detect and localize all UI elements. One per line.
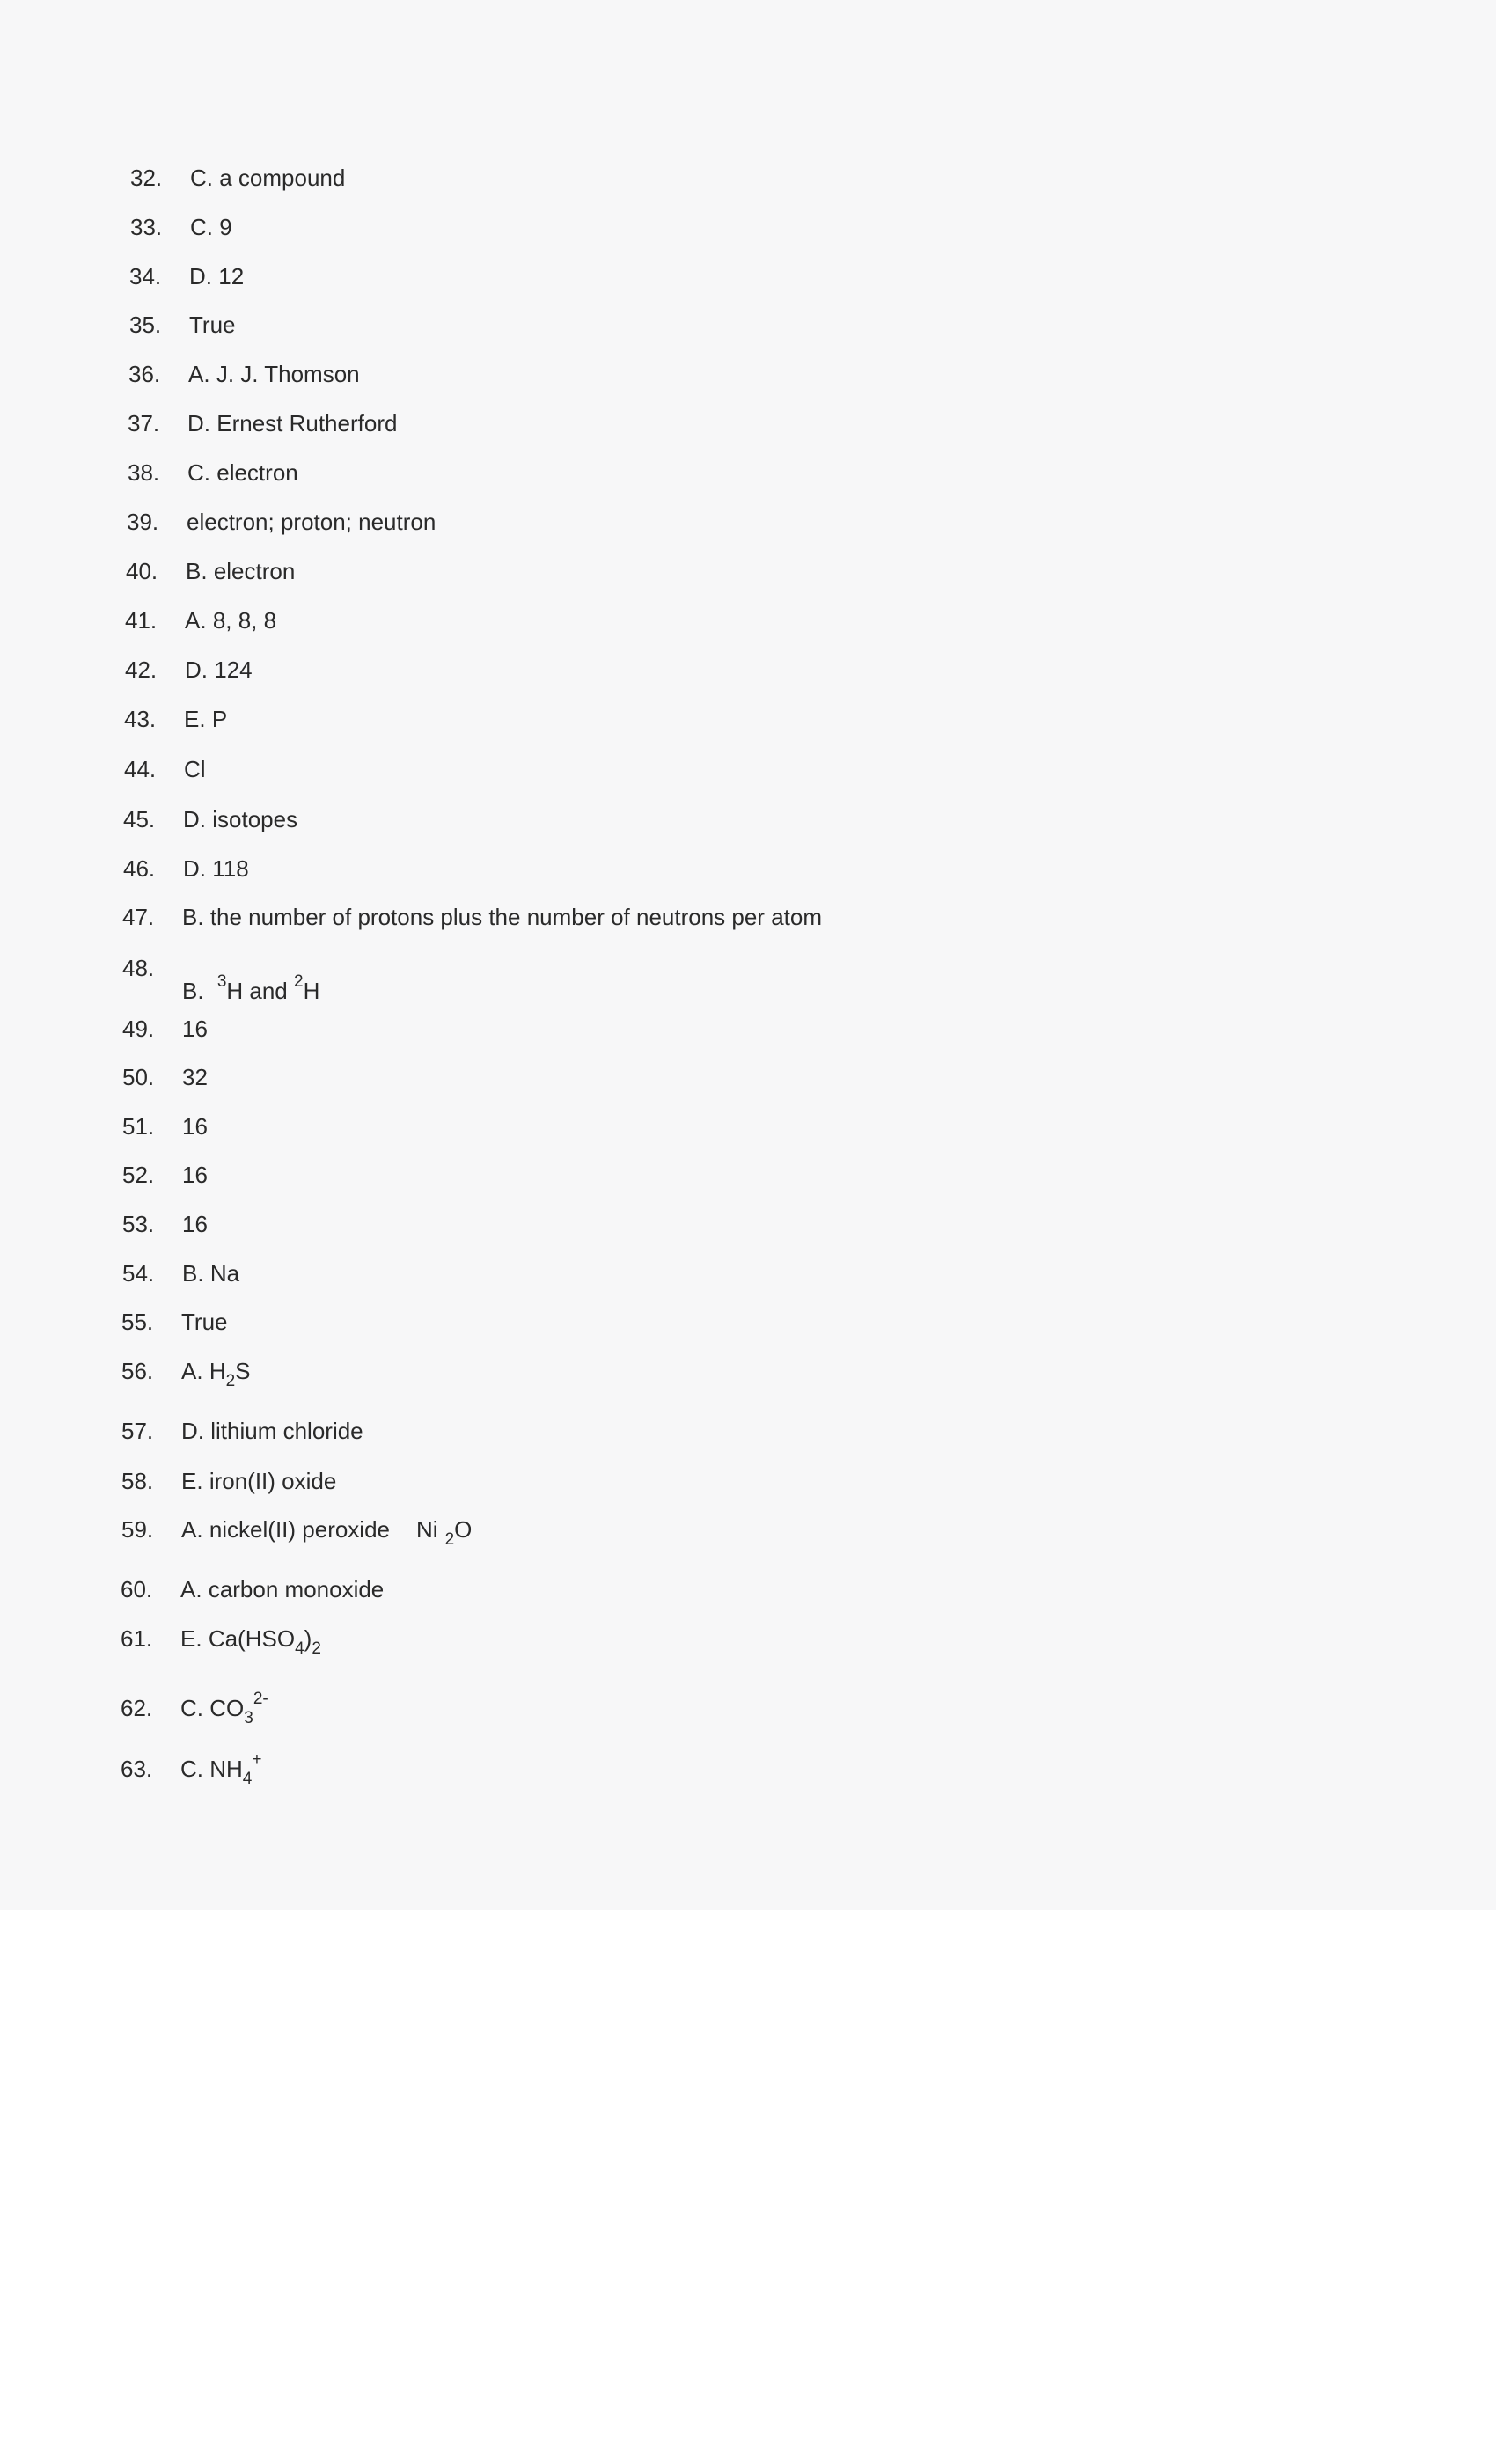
answer-35: [129, 305, 236, 344]
answer-34: [129, 257, 244, 296]
subscript: 2: [312, 1639, 321, 1658]
answer-number: 38.: [128, 459, 160, 486]
answer-54: [122, 1254, 239, 1293]
answer-letter: A.: [188, 361, 210, 387]
answer-number: 39.: [127, 509, 159, 535]
answer-letter: C.: [190, 165, 213, 191]
answer-letter: B.: [182, 904, 204, 930]
answer-text: isotopes: [212, 806, 298, 832]
answer-text: 16: [182, 1162, 208, 1188]
answer-letter: D.: [181, 1418, 204, 1444]
answer-letter: A.: [185, 607, 207, 634]
superscript: +: [252, 1750, 262, 1769]
answer-number: 34.: [129, 263, 162, 290]
answer-55: [121, 1302, 228, 1341]
answer-number: 57.: [121, 1418, 154, 1444]
answer-number: 43.: [124, 706, 157, 732]
answer-text: H: [209, 1358, 226, 1384]
answer-letter: A.: [181, 1516, 203, 1543]
answer-number: 35.: [129, 312, 162, 338]
answer-46: [123, 849, 249, 888]
answer-33: [130, 208, 232, 246]
answer-42: [125, 650, 253, 689]
answer-text: 124: [214, 656, 253, 683]
answer-49: [122, 1009, 208, 1048]
answer-letter: E.: [180, 1625, 202, 1652]
answer-text: iron(II) oxide: [209, 1468, 337, 1494]
answer-text: electron: [216, 459, 298, 486]
answer-text: nickel(II) peroxide: [209, 1516, 391, 1543]
answer-number: 61.: [121, 1625, 153, 1652]
answer-letter: D.: [189, 263, 212, 290]
answer-59: [121, 1510, 472, 1549]
answer-number: 56.: [121, 1358, 154, 1384]
answer-text: S: [235, 1358, 251, 1384]
subscript: 4: [295, 1639, 304, 1658]
subscript: 2: [444, 1530, 455, 1549]
answer-letter: D.: [183, 806, 206, 832]
answer-text: Na: [209, 1260, 240, 1287]
answer-51: [122, 1107, 208, 1146]
answer-text: 118: [212, 855, 249, 882]
answer-number: 53.: [122, 1211, 155, 1237]
answer-letter: E.: [184, 706, 206, 732]
answer-number: 60.: [121, 1576, 153, 1602]
answer-56: [121, 1352, 251, 1390]
answer-number: 37.: [128, 410, 160, 436]
answer-text: ): [304, 1625, 312, 1652]
subscript: 4: [242, 1770, 253, 1788]
answer-number: 32.: [130, 165, 163, 191]
answer-text: 16: [182, 1211, 208, 1237]
answer-letter: B.: [186, 558, 208, 584]
answer-39: [127, 502, 436, 541]
answer-number: 62.: [121, 1695, 153, 1721]
answer-63: [121, 1741, 262, 1788]
answer-57: [121, 1412, 363, 1450]
answer-38: [128, 453, 298, 492]
answer-text: 8, 8, 8: [212, 607, 277, 634]
answer-letter: D.: [183, 855, 206, 882]
answer-number: 42.: [125, 656, 158, 683]
superscript: 2-: [253, 1690, 268, 1708]
answer-number: 36.: [128, 361, 161, 387]
answer-number: 52.: [122, 1162, 155, 1188]
answer-number: 45.: [123, 806, 156, 832]
answer-letter: C.: [180, 1695, 203, 1721]
subscript: 2: [225, 1372, 236, 1390]
answer-number: 47.: [122, 904, 155, 930]
answer-44: [124, 750, 206, 788]
answer-number: 63.: [121, 1756, 153, 1782]
answer-number: 44.: [124, 756, 157, 782]
answer-text: electron; proton; neutron: [187, 509, 436, 535]
answer-41: [125, 601, 276, 640]
answer-number: 51.: [122, 1113, 155, 1140]
answer-letter: C.: [180, 1756, 203, 1782]
answer-text: the number of protons plus the number of neutrons per atom: [209, 904, 822, 930]
answer-text: 16: [182, 1113, 208, 1140]
answer-text: Ernest Rutherford: [216, 410, 398, 436]
answer-50: [122, 1058, 208, 1096]
answer-61: [121, 1619, 321, 1658]
answer-text: CO: [209, 1695, 245, 1721]
answer-text: 9: [219, 214, 232, 240]
answer-letter: D.: [187, 410, 210, 436]
answer-text: Cl: [184, 756, 206, 782]
answer-number: 54.: [122, 1260, 155, 1287]
answer-number: 55.: [121, 1309, 154, 1335]
formula-text: O: [454, 1516, 473, 1543]
answer-letter: B.: [182, 978, 204, 1004]
answer-47: [122, 898, 822, 936]
answer-text: 32: [182, 1064, 208, 1090]
answer-62: [121, 1680, 268, 1727]
answer-number: 33.: [130, 214, 163, 240]
subscript: 3: [244, 1709, 253, 1727]
answer-text: a compound: [219, 165, 346, 191]
answer-letter: A.: [181, 1358, 203, 1384]
answer-text: carbon monoxide: [208, 1576, 385, 1602]
answer-43: [124, 700, 227, 738]
answer-text: 12: [218, 263, 245, 290]
answer-40: [126, 552, 295, 590]
superscript: 2: [294, 972, 304, 991]
answer-number: 46.: [123, 855, 156, 882]
answer-number: 50.: [122, 1064, 155, 1090]
answer-letter: D.: [185, 656, 208, 683]
answer-45: [123, 800, 297, 839]
answer-53: [122, 1205, 208, 1243]
answer-58: [121, 1462, 336, 1500]
answer-52: [122, 1155, 208, 1194]
answer-text: H: [303, 978, 320, 1004]
answer-number: 41.: [125, 607, 158, 634]
superscript: 3: [216, 972, 227, 991]
answer-text: J. J. Thomson: [216, 361, 360, 387]
answer-text: NH: [209, 1756, 243, 1782]
answer-text: H and: [226, 978, 294, 1004]
answer-number: 59.: [121, 1516, 154, 1543]
answer-letter: B.: [182, 1260, 204, 1287]
answer-37: [128, 404, 397, 443]
answer-text: True: [181, 1309, 228, 1335]
answer-text: True: [189, 312, 236, 338]
answer-text: 16: [182, 1016, 208, 1042]
answer-letter: A.: [180, 1576, 202, 1602]
answer-text: P: [211, 706, 228, 732]
answer-text: lithium chloride: [210, 1418, 363, 1444]
answer-letter: C.: [187, 459, 210, 486]
answer-text: Ca(HSO: [208, 1625, 296, 1652]
answer-letter: C.: [190, 214, 213, 240]
answer-48: [122, 949, 319, 1010]
answer-36: [128, 355, 360, 393]
answer-number: 49.: [122, 1016, 155, 1042]
formula-text: Ni: [416, 1516, 438, 1543]
answer-number: 48.: [122, 955, 155, 981]
answer-32: [130, 158, 345, 197]
answer-text: electron: [213, 558, 296, 584]
answer-number: 40.: [126, 558, 158, 584]
answer-letter: E.: [181, 1468, 203, 1494]
answer-number: 58.: [121, 1468, 154, 1494]
answer-60: [121, 1570, 384, 1609]
